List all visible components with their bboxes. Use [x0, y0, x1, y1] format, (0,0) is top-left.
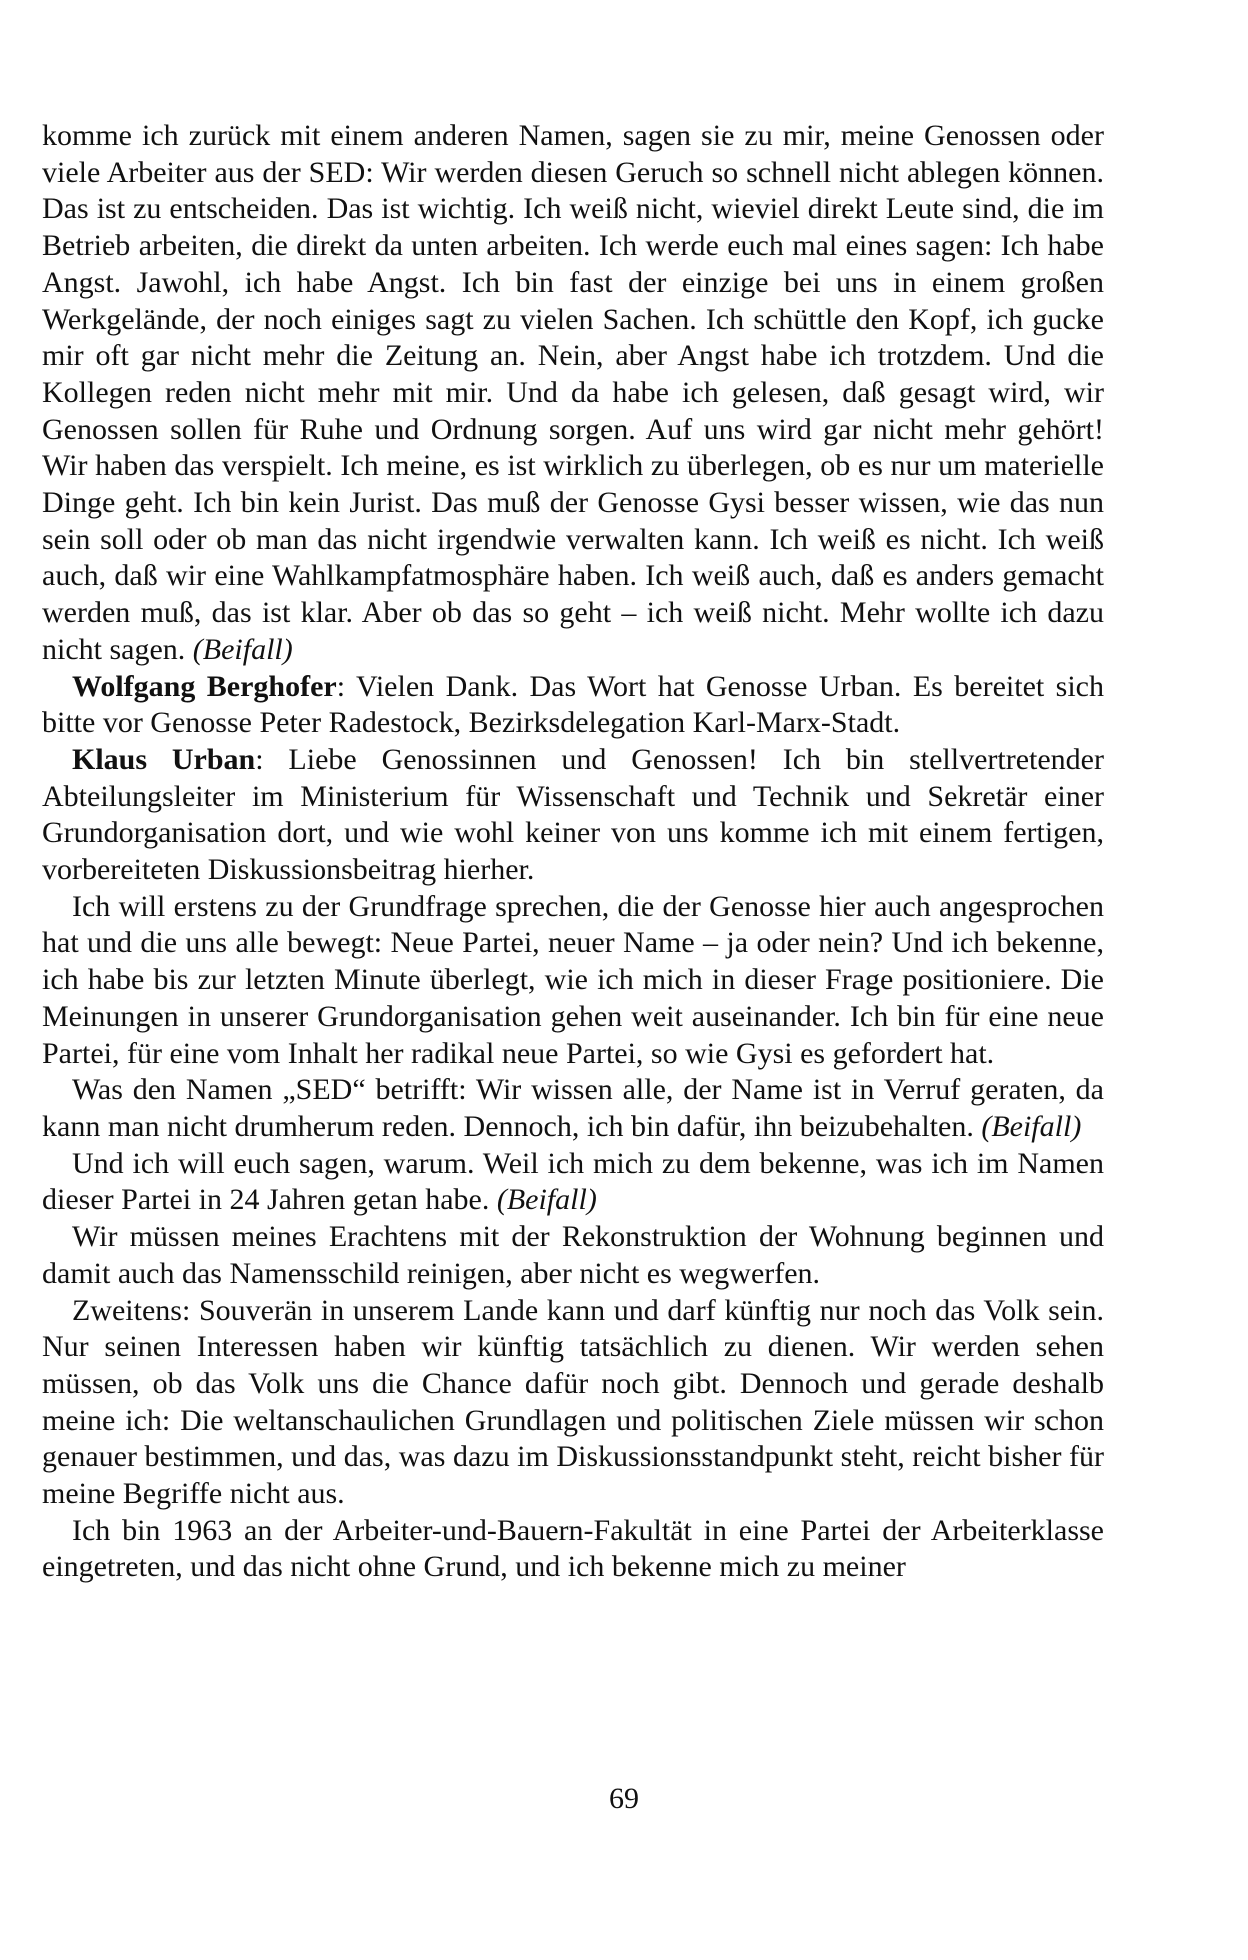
paragraph-5: [42, 1072, 1104, 1145]
page-number: 69: [609, 1782, 639, 1815]
paragraph-text: : Vielen Dank. Das Wort hat Genosse Urban. Es bereitet sich bitte vor Genosse Peter Radestock, Bezirksdelegation Karl-Marx-Stadt.: [42, 669, 1104, 740]
paragraph-6: [42, 1146, 1104, 1219]
paragraph-text: Was den Namen „SED“ betrifft: Wir wissen alle, der Name ist in Verruf geraten, da kann man nicht drumherum reden. Dennoch, ich bin dafür, ihn beizubehalten.: [42, 1073, 1104, 1143]
speaker-name: Wolfgang Berghofer: [72, 669, 337, 703]
paragraph-text: Wir müssen meines Erachtens mit der Rekonstruktion der Wohnung beginnen und damit auch das Namensschild reinigen, aber nicht es wegwerfen.: [42, 1220, 1104, 1290]
applause-note: (Beifall): [981, 1109, 1082, 1143]
paragraph-text: Zweitens: Souverän in unserem Lande kann und darf künftig nur noch das Volk sein. Nur seinen Interessen haben wir künftig tatsächlich zu dienen. Wir werden sehen müssen, ob das Volk uns die Chance dafür noch gibt. Dennoch und gerade deshalb meine ich: Die weltanschaulichen Grundlagen und politischen Ziele müssen wir schon genauer bestimmen, und das, was dazu im Diskussionsstandpunkt steht, reicht bisher für meine Begriffe nicht aus.: [42, 1293, 1104, 1511]
paragraph-3: [42, 742, 1104, 889]
page-body: [42, 118, 1104, 1586]
paragraph-text: : Liebe Genossinnen und Genossen! Ich bin stellvertretender Abteilungsleiter im Ministerium für Wissenschaft und Technik und Sekretär einer Grundorganisation dort, und wie wohl keiner von uns komme ich mit einem fertigen, vorbereiteten Diskussionsbeitrag hierher.: [42, 742, 1104, 887]
paragraph-9: [42, 1513, 1104, 1586]
paragraph-7: [42, 1219, 1104, 1292]
paragraph-2: [42, 669, 1104, 742]
paragraph-4: [42, 889, 1104, 1073]
paragraph-8: [42, 1293, 1104, 1513]
paragraph-text: komme ich zurück mit einem anderen Namen, sagen sie zu mir, meine Genossen oder viele Arbeiter aus der SED: Wir werden diesen Geruch so schnell nicht ablegen können. Das ist zu entscheiden. Das ist wichtig. Ich weiß nicht, wieviel direkt Leute sind, die im Betrieb arbeiten, die direkt da unten arbeiten. Ich werde euch mal eines sagen: Ich habe Angst. Jawohl, ich habe Angst. Ich bin fast der einzige bei uns in einem großen Werkgelände, der noch einiges sagt zu vielen Sachen. Ich schüttle den Kopf, ich gucke mir oft gar nicht mehr die Zeitung an. Nein, aber Angst habe ich trotzdem. Und die Kollegen reden nicht mehr mit mir. Und da habe ich gelesen, daß gesagt wird, wir Genossen sollen für Ruhe und Ordnung sorgen. Auf uns wird gar nicht mehr gehört! Wir haben das verspielt. Ich meine, es ist wirklich zu überlegen, ob es nur um materielle Dinge geht. Ich bin kein Jurist. Das muß der Genosse Gysi besser wissen, wie das nun sein soll oder ob man das nicht irgendwie verwalten kann. Ich weiß es nicht. Ich weiß auch, daß wir eine Wahlkampfatmosphäre haben. Ich weiß auch, daß es anders gemacht werden muß, das ist klar. Aber ob das so geht – ich weiß nicht. Mehr wollte ich dazu nicht sagen.: [42, 119, 1104, 666]
applause-note: (Beifall): [192, 632, 293, 666]
paragraph-text: Ich will erstens zu der Grundfrage sprechen, die der Genosse hier auch angesprochen hat und die uns alle bewegt: Neue Partei, neuer Name – ja oder nein? Und ich bekenne, ich habe bis zur letzten Minute überlegt, wie ich mich in dieser Frage positioniere. Die Meinungen in unserer Grundorganisation gehen weit auseinander. Ich bin für eine neue Partei, für eine vom Inhalt her radikal neue Partei, so wie Gysi es gefordert hat.: [42, 889, 1104, 1070]
paragraph-1: [42, 118, 1104, 669]
paragraph-text: Ich bin 1963 an der Arbeiter-und-Bauern-Fakultät in eine Partei der Arbeiterklasse eingetreten, und das nicht ohne Grund, und ich bekenne mich zu meiner: [42, 1513, 1104, 1584]
speaker-name: Klaus Urban: [72, 742, 256, 776]
applause-note: (Beifall): [496, 1183, 597, 1217]
paragraph-text: Und ich will euch sagen, warum. Weil ich mich zu dem bekenne, was ich im Namen dieser Partei in 24 Jahren getan habe.: [42, 1146, 1104, 1217]
